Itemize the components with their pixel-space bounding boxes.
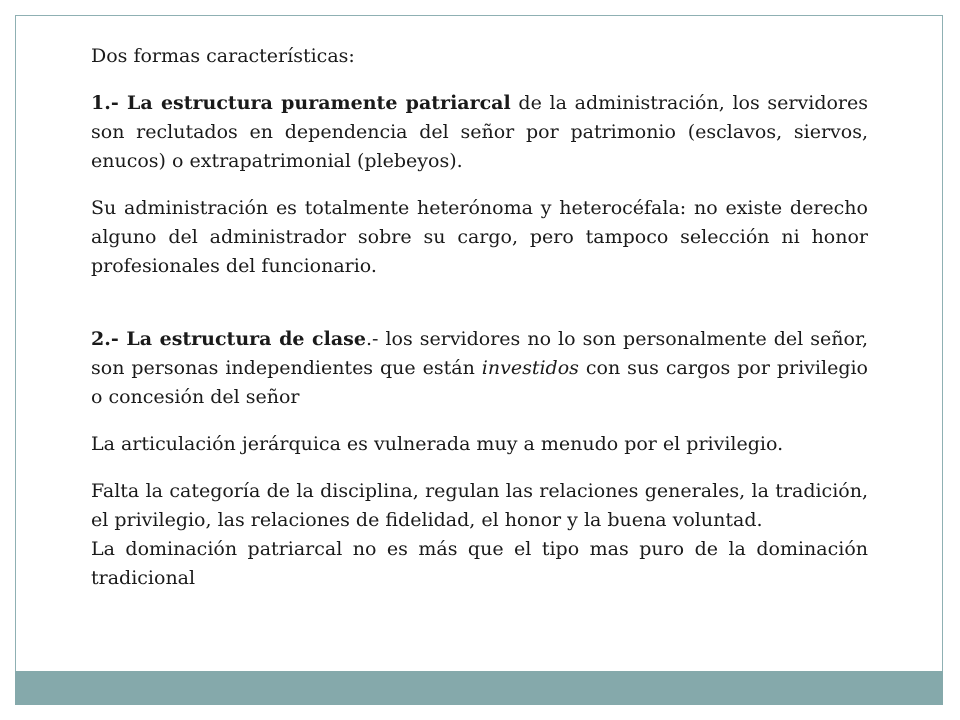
heading: Dos formas características: — [91, 45, 355, 67]
paragraph-hierarchy: La articulación jerárquica es vulnerada muy a menudo por el privilegio. — [91, 433, 784, 455]
paragraph-prefix: 1.- — [91, 92, 128, 114]
paragraph-prefix: 2.- — [91, 328, 127, 350]
paragraph-administration: Su administración es totalmente heterónoma y heterocéfala: no existe derecho alguno del administrador sobre su cargo, pero tampoco selección ni honor profesionales del funcionario. — [91, 197, 868, 277]
paragraph-structure-patriarchal — [91, 89, 868, 176]
paragraph-conclusion: La dominación patriarcal no es más que el tipo mas puro de la dominación tradicional — [91, 538, 868, 589]
paragraph-text: con sus cargos por privilegio o concesión del señor — [91, 357, 868, 408]
slide-content — [91, 42, 868, 593]
paragraph-text: de la administración, los servidores son reclutados en dependencia del señor por patrimonio (esclavos, siervos, enucos) o extrapatrimonial (plebeyos). — [91, 92, 868, 172]
bold-term-patriarchal: La estructura puramente patriarcal — [127, 92, 511, 114]
paragraph-discipline: Falta la categoría de la disciplina, regulan las relaciones generales, la tradición, el privilegio, las relaciones de fidelidad, el honor y la buena voluntad. — [91, 480, 868, 531]
italic-term: investidos — [481, 357, 579, 379]
paragraph-structure-class — [91, 325, 868, 412]
footer-bar — [15, 671, 943, 705]
bold-term-class: La estructura de clase — [126, 328, 366, 350]
paragraph-text: .- los servidores no lo son personalmente del señor, son personas independientes que están — [91, 328, 868, 379]
